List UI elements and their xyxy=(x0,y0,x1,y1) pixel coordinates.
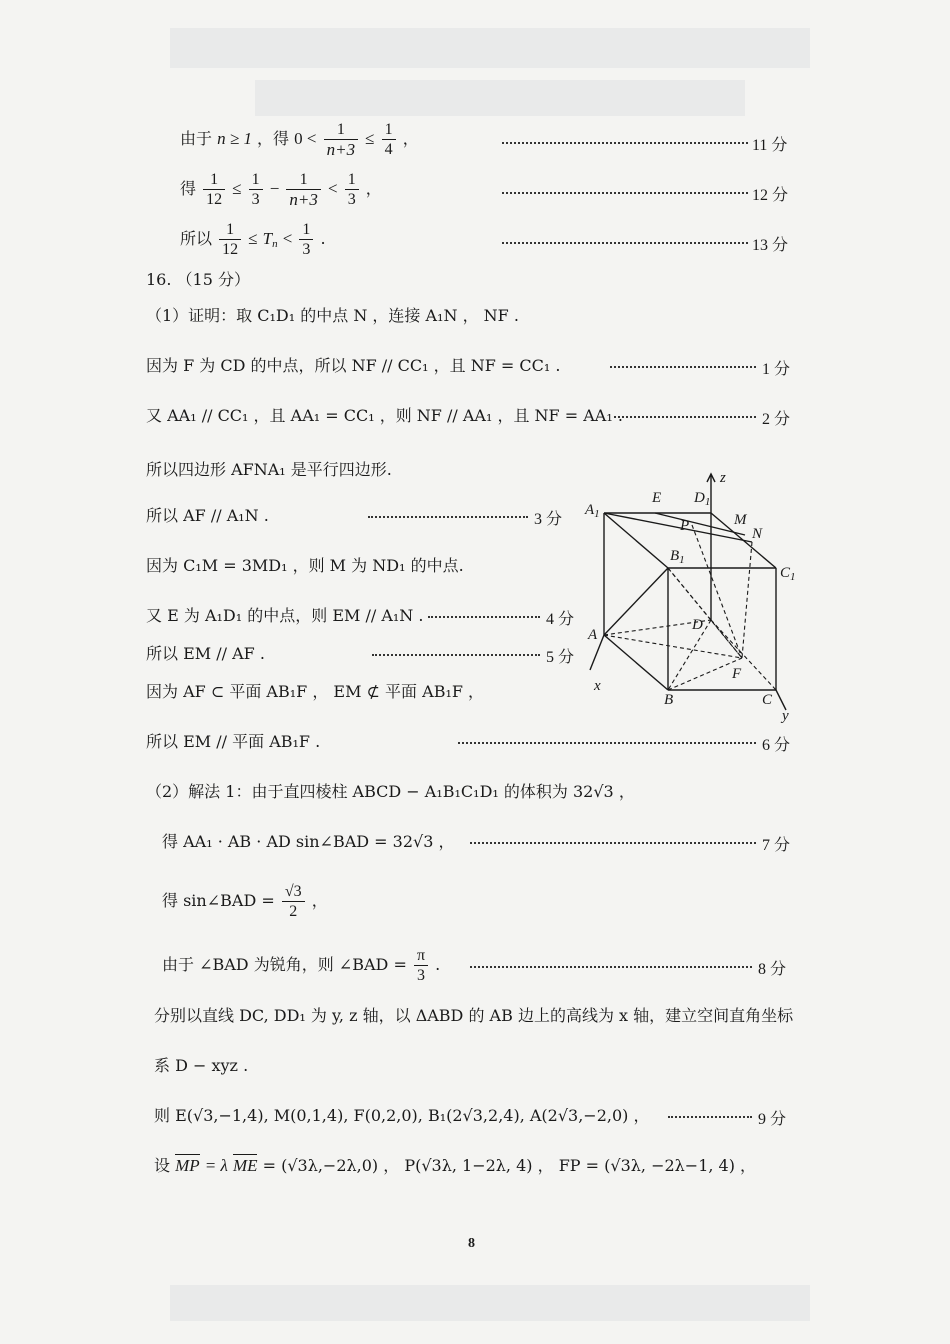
denominator: 3 xyxy=(251,191,260,208)
leader-dots xyxy=(458,742,756,744)
question-16-header: 16. （15 分） xyxy=(146,270,250,289)
math xyxy=(263,229,278,248)
text: 由于 ∠BAD 为锐角，则 ∠BAD = xyxy=(162,955,407,974)
label-text: D xyxy=(694,490,705,506)
math-t: T xyxy=(262,229,273,248)
fraction xyxy=(414,946,428,985)
label-text: A xyxy=(585,502,595,518)
leader-dots xyxy=(614,416,756,418)
para-5: 所以 AF // A₁N . xyxy=(146,506,269,525)
leader-dots xyxy=(502,192,748,194)
subscript: 1 xyxy=(790,571,796,583)
numerator: 1 xyxy=(286,170,320,190)
subscript: n xyxy=(272,238,278,250)
para-13 xyxy=(162,882,328,921)
subscript: 1 xyxy=(704,496,711,508)
numerator: 1 xyxy=(219,220,241,240)
text: ， xyxy=(365,179,382,198)
label-n: N xyxy=(752,526,763,542)
text: 得 sin∠BAD = xyxy=(162,891,275,910)
para-14 xyxy=(162,946,440,985)
segment-a1-n xyxy=(604,513,752,542)
para-9: 因为 AF ⊂ 平面 AB₁F ， EM ⊄ 平面 AB₁F ， xyxy=(146,682,485,701)
fraction xyxy=(249,170,263,209)
denominator: 4 xyxy=(384,141,393,158)
numerator: 1 xyxy=(299,220,313,240)
para-6: 因为 C₁M = 3MD₁ ，则 M 为 ND₁ 的中点. xyxy=(146,556,464,575)
score-4: 4 分 xyxy=(546,611,575,628)
hidden-d-c xyxy=(711,620,776,690)
label-z: z xyxy=(720,470,726,486)
text: . xyxy=(435,955,441,974)
fraction xyxy=(282,882,305,921)
leader-dots xyxy=(368,516,528,518)
math: = λ xyxy=(204,1156,228,1175)
hidden-d-f xyxy=(711,620,742,658)
para-8: 所以 EM // AF . xyxy=(146,644,265,663)
math: ≤ xyxy=(365,129,375,148)
fraction xyxy=(345,170,359,209)
label-b: B xyxy=(664,692,674,708)
leader-dots xyxy=(502,242,748,244)
label-y: y xyxy=(782,708,789,724)
text: 设 xyxy=(154,1156,171,1175)
numerator: 1 xyxy=(203,170,225,190)
denominator: n+3 xyxy=(289,190,318,209)
math: 0 < xyxy=(294,129,317,148)
score-1: 1 分 xyxy=(762,361,791,378)
para-3: 又 AA₁ // CC₁ ，且 AA₁ = CC₁ ，则 NF // AA₁ ，且 NF = AA₁ . xyxy=(146,406,623,425)
math: < xyxy=(328,179,338,198)
numerator: 1 xyxy=(324,120,358,140)
para-12: 得 AA₁ · AB · AD sin∠BAD = 32√3 ， xyxy=(162,832,455,851)
text: 得 xyxy=(180,179,197,198)
text: ， xyxy=(402,129,419,148)
denominator: 3 xyxy=(302,241,311,258)
text: . xyxy=(320,229,326,248)
hidden-a-f xyxy=(604,635,742,658)
y-axis xyxy=(776,690,786,710)
fraction xyxy=(286,170,320,209)
para-11: （2）解法 1：由于直四棱柱 ABCD − A₁B₁C₁D₁ 的体积为 32√3 ， xyxy=(146,782,635,801)
label-c1 xyxy=(780,565,796,583)
score-8: 8 分 xyxy=(758,961,787,978)
leader-dots xyxy=(372,654,540,656)
hidden-b-f xyxy=(668,658,742,690)
para-7: 又 E 为 A₁D₁ 的中点，则 EM // A₁N . xyxy=(146,606,424,625)
label-a: A xyxy=(588,627,598,643)
leader-dots xyxy=(470,842,756,844)
numerator: π xyxy=(414,946,428,966)
fraction xyxy=(299,220,313,259)
math: − xyxy=(269,179,280,198)
numerator: √3 xyxy=(282,882,305,902)
denominator: 12 xyxy=(206,191,223,208)
math: ≤ xyxy=(232,179,242,198)
fraction xyxy=(382,120,396,159)
numerator: 1 xyxy=(249,170,263,190)
fraction xyxy=(203,170,225,209)
label-m: M xyxy=(734,512,747,528)
math: ≤ xyxy=(248,229,258,248)
numerator: 1 xyxy=(382,120,396,140)
prism-figure xyxy=(580,470,810,730)
page-number: 8 xyxy=(468,1236,475,1251)
segment-a-b1 xyxy=(604,568,668,635)
footer-blur xyxy=(170,1285,810,1321)
label-text: C xyxy=(780,565,791,581)
line-12 xyxy=(180,170,382,209)
label-c: C xyxy=(762,692,773,708)
math: < xyxy=(282,229,293,248)
subscript: 1 xyxy=(594,508,600,520)
para-1: （1）证明：取 C₁D₁ 的中点 N ，连接 A₁N ， NF . xyxy=(146,306,519,325)
score-9: 9 分 xyxy=(758,1111,787,1128)
edge-b1-a1 xyxy=(604,513,668,568)
text: 所以 xyxy=(180,229,213,248)
score-11: 11 分 xyxy=(752,137,788,154)
denominator: 2 xyxy=(289,903,298,920)
score-3: 3 分 xyxy=(534,511,563,528)
label-x: x xyxy=(594,678,601,694)
leader-dots xyxy=(610,366,756,368)
score-6: 6 分 xyxy=(762,737,791,754)
para-4: 所以四边形 AFNA₁ 是平行四边形. xyxy=(146,460,392,479)
leader-dots xyxy=(502,142,748,144)
hidden-d-b1 xyxy=(668,568,711,620)
vector-me: ME xyxy=(232,1156,258,1175)
para-18 xyxy=(154,1156,756,1176)
denominator: 3 xyxy=(416,967,425,984)
line-13 xyxy=(180,220,326,259)
text: ，得 xyxy=(257,129,290,148)
subscript: 1 xyxy=(679,554,685,566)
edge-a-b xyxy=(604,635,668,690)
para-16: 系 D − xyz . xyxy=(154,1056,249,1075)
label-e: E xyxy=(652,490,662,506)
hidden-n-f xyxy=(742,542,752,658)
leader-dots xyxy=(470,966,752,968)
para-10: 所以 EM // 平面 AB₁F . xyxy=(146,732,321,751)
label-d1 xyxy=(694,490,710,508)
text: = (√3λ,−2λ,0) ， P(√3λ, 1−2λ, 4) ， FP = (√3λ, −2λ−1, 4) ， xyxy=(262,1156,757,1175)
denominator: n+3 xyxy=(326,140,356,159)
score-2: 2 分 xyxy=(762,411,791,428)
numerator: 1 xyxy=(345,170,359,190)
math: n ≥ 1 xyxy=(217,129,252,148)
label-d: D xyxy=(692,617,703,633)
fraction xyxy=(324,120,358,159)
denominator: 3 xyxy=(347,191,356,208)
label-a1 xyxy=(585,502,600,520)
denominator: 12 xyxy=(222,241,239,258)
vector-mp: MP xyxy=(175,1156,200,1175)
hidden-d-b xyxy=(668,620,711,690)
label-b1 xyxy=(670,548,685,566)
header-blur-2 xyxy=(255,80,745,116)
score-13: 13 分 xyxy=(752,237,789,254)
text: 由于 xyxy=(180,129,213,148)
label-p: P xyxy=(680,518,690,534)
score-7: 7 分 xyxy=(762,837,791,854)
para-2: 因为 F 为 CD 的中点，所以 NF // CC₁ ，且 NF = CC₁ . xyxy=(146,356,561,375)
label-text: B xyxy=(670,548,680,564)
fraction xyxy=(219,220,241,259)
label-f: F xyxy=(732,666,742,682)
para-17: 则 E(√3,−1,4), M(0,1,4), F(0,2,0), B₁(2√3,2,4), A(2√3,−2,0) ， xyxy=(154,1106,650,1125)
para-15: 分别以直线 DC, DD₁ 为 y, z 轴，以 ΔABD 的 AB 边上的高线为 x 轴，建立空间直角坐标 xyxy=(154,1006,794,1025)
header-blur xyxy=(170,28,810,68)
text: ， xyxy=(311,891,328,910)
leader-dots xyxy=(668,1116,752,1118)
score-5: 5 分 xyxy=(546,649,575,666)
line-11 xyxy=(180,120,419,159)
leader-dots xyxy=(428,616,540,618)
score-12: 12 分 xyxy=(752,187,789,204)
